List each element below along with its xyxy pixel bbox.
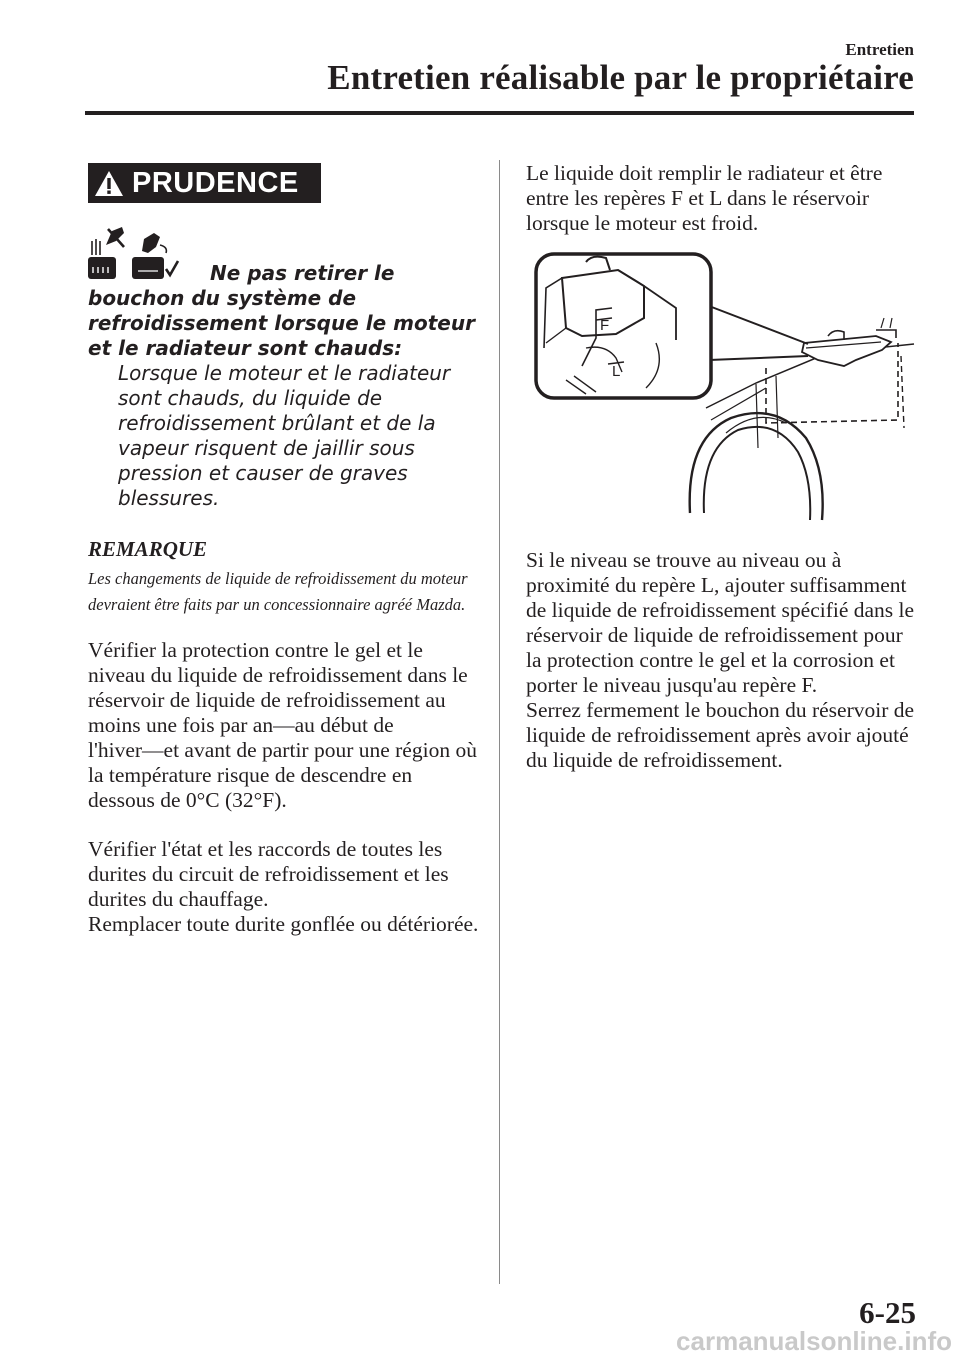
caution-block: [88, 223, 480, 511]
page-number: 6-25: [859, 1295, 916, 1330]
caution-body: Lorsque le moteur et le radiateur sont chauds, du liquide de refroidissement brûlant et de la vapeur risquent de jaillir sous pression et causer de graves blessures.: [118, 361, 451, 510]
right-column: [526, 161, 916, 773]
hot-radiator-cap-icon: [88, 223, 206, 286]
caution-title: Ne pas retirer le bouchon du système de refroidissement lorsque le moteur et le radiateur sont chauds:: [88, 261, 475, 360]
paragraph-hose-check: Vérifier l'état et les raccords de toutes les durites du circuit de refroidissement et les durites du chauffage. Remplacer toute durite gonflée ou détériorée.: [88, 837, 479, 936]
header-rule: [85, 111, 914, 115]
caution-banner: [88, 163, 321, 203]
coolant-mark-f: F: [600, 317, 610, 334]
page-title: Entretien réalisable par le propriétaire: [327, 58, 914, 97]
coolant-reservoir-illustration: [526, 248, 916, 538]
paragraph-top-up: Si le niveau se trouve au niveau ou à proximité du repère L, ajouter suffisamment de liquide de refroidissement spécifié dans le réservoir de liquide de refroidissement pour la protection contre le gel et la corrosion et porter le niveau jusqu'au repère F. Serrez fermement le bouchon du réservoir de liquide de refroidissement après avoir ajouté du liquide de refroidissement.: [526, 548, 915, 772]
left-column: [88, 163, 480, 937]
column-divider: [499, 160, 500, 1284]
paragraph-antifreeze-check: Vérifier la protection contre le gel et le niveau du liquide de refroidissement dans le réservoir de liquide de refroidissement au moins une fois par an―au début de l'hiver―et avant de partir pour une région où la température risque de descendre en dessous de 0°C (32°F).: [88, 638, 477, 812]
paragraph-coolant-level: Le liquide doit remplir le radiateur et être entre les repères F et L dans le réservoir lorsque le moteur est froid.: [526, 161, 883, 235]
note-title: REMARQUE: [88, 537, 208, 561]
watermark: carmanualsonline.info: [676, 1326, 952, 1356]
warning-triangle-icon: [94, 170, 124, 197]
coolant-mark-l: L: [612, 363, 621, 380]
note-body: Les changements de liquide de refroidissement du moteur devraient être faits par un concessionnaire agréé Mazda.: [88, 569, 468, 614]
header-section: Entretien: [845, 40, 914, 59]
caution-label: PRUDENCE: [132, 166, 299, 199]
